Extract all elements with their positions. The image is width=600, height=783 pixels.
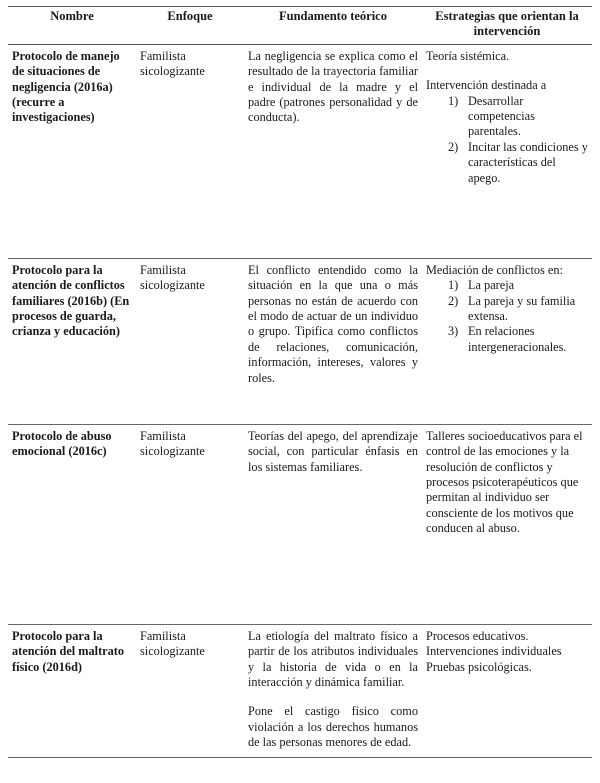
cell-enfoque: Familista sicologizante xyxy=(136,258,244,424)
estrategias-intro-2: Intervención destinada a xyxy=(426,78,547,93)
cell-estrategias xyxy=(422,44,592,258)
cell-enfoque: Familista sicologizante xyxy=(136,624,244,757)
estrategias-intro: Teoría sistémica. xyxy=(426,48,510,63)
cell-fundamento xyxy=(244,624,422,757)
cell-fundamento: La negligencia se explica como el resultado de la trayectoria familiar e individual de la madre y el padre (patrones personalidad y de conducta). xyxy=(244,44,422,258)
cell-nombre: Protocolo para la atención del maltrato físico (2016d) xyxy=(8,624,136,757)
estrategias-intro: Mediación de conflictos en: xyxy=(426,262,563,277)
estrategia-line: Intervenciones individuales xyxy=(426,644,562,659)
cell-fundamento: El conflicto entendido como la situación en la que una o más personas no están de acuerdo con el modo de actuar de un individuo o grupo. Tipifica como conflictos de relaciones, comunicación, información, intereses, valores y roles. xyxy=(244,258,422,424)
table-row xyxy=(8,258,592,424)
estrategias-list xyxy=(426,278,588,355)
cell-fundamento: Teorías del apego, del aprendizaje social, con particular énfasis en los sistemas familiares. xyxy=(244,424,422,624)
list-item: 1) La pareja xyxy=(448,278,515,293)
header-fundamento: Fundamento teórico xyxy=(244,7,422,45)
list-item: 2) La pareja y su familia extensa. xyxy=(448,293,576,324)
estrategias-list xyxy=(426,94,588,186)
cell-nombre: Protocolo de manejo de situaciones de negligencia (2016a) (recurre a investigaciones) xyxy=(8,44,136,258)
header-estrategias: Estrategias que orientan la intervención xyxy=(422,7,592,45)
table-row xyxy=(8,44,592,258)
estrategia-line: Pruebas psicológicas. xyxy=(426,659,532,674)
header-enfoque: Enfoque xyxy=(136,7,244,45)
cell-estrategias xyxy=(422,624,592,757)
header-nombre: Nombre xyxy=(8,7,136,45)
cell-nombre: Protocolo para la atención de conflictos familiares (2016b) (En procesos de guarda, crianza y educación) xyxy=(8,258,136,424)
protocols-table xyxy=(8,6,592,758)
cell-nombre: Protocolo de abuso emocional (2016c) xyxy=(8,424,136,624)
document-page xyxy=(8,6,592,758)
table-row xyxy=(8,624,592,757)
cell-enfoque: Familista sicologizante xyxy=(136,424,244,624)
list-item: 3) En relaciones intergeneracionales. xyxy=(448,324,567,354)
cell-enfoque: Familista sicologizante xyxy=(136,44,244,258)
fundamento-paragraph-1: La etiología del maltrato físico a partir de los atributos individuales y la historia de vida o en la interacción y dinámica familiar. xyxy=(248,628,418,690)
list-item: 1) Desarrollar competencias parentales. xyxy=(448,93,535,139)
table-row xyxy=(8,424,592,624)
fundamento-paragraph-2: Pone el castigo físico como violación a los derechos humanos de las personas menores de edad. xyxy=(248,704,418,750)
cell-estrategias xyxy=(422,258,592,424)
estrategia-line: Procesos educativos. xyxy=(426,628,529,643)
table-header xyxy=(8,7,592,45)
cell-estrategias: Talleres socioeducativos para el control de las emociones y la resolución de conflictos y procesos psicoterapéuticos que permitan al individuo ser consciente de los motivos que conducen al abuso. xyxy=(422,424,592,624)
list-item: 2) Incitar las condiciones y características del apego. xyxy=(448,139,588,185)
